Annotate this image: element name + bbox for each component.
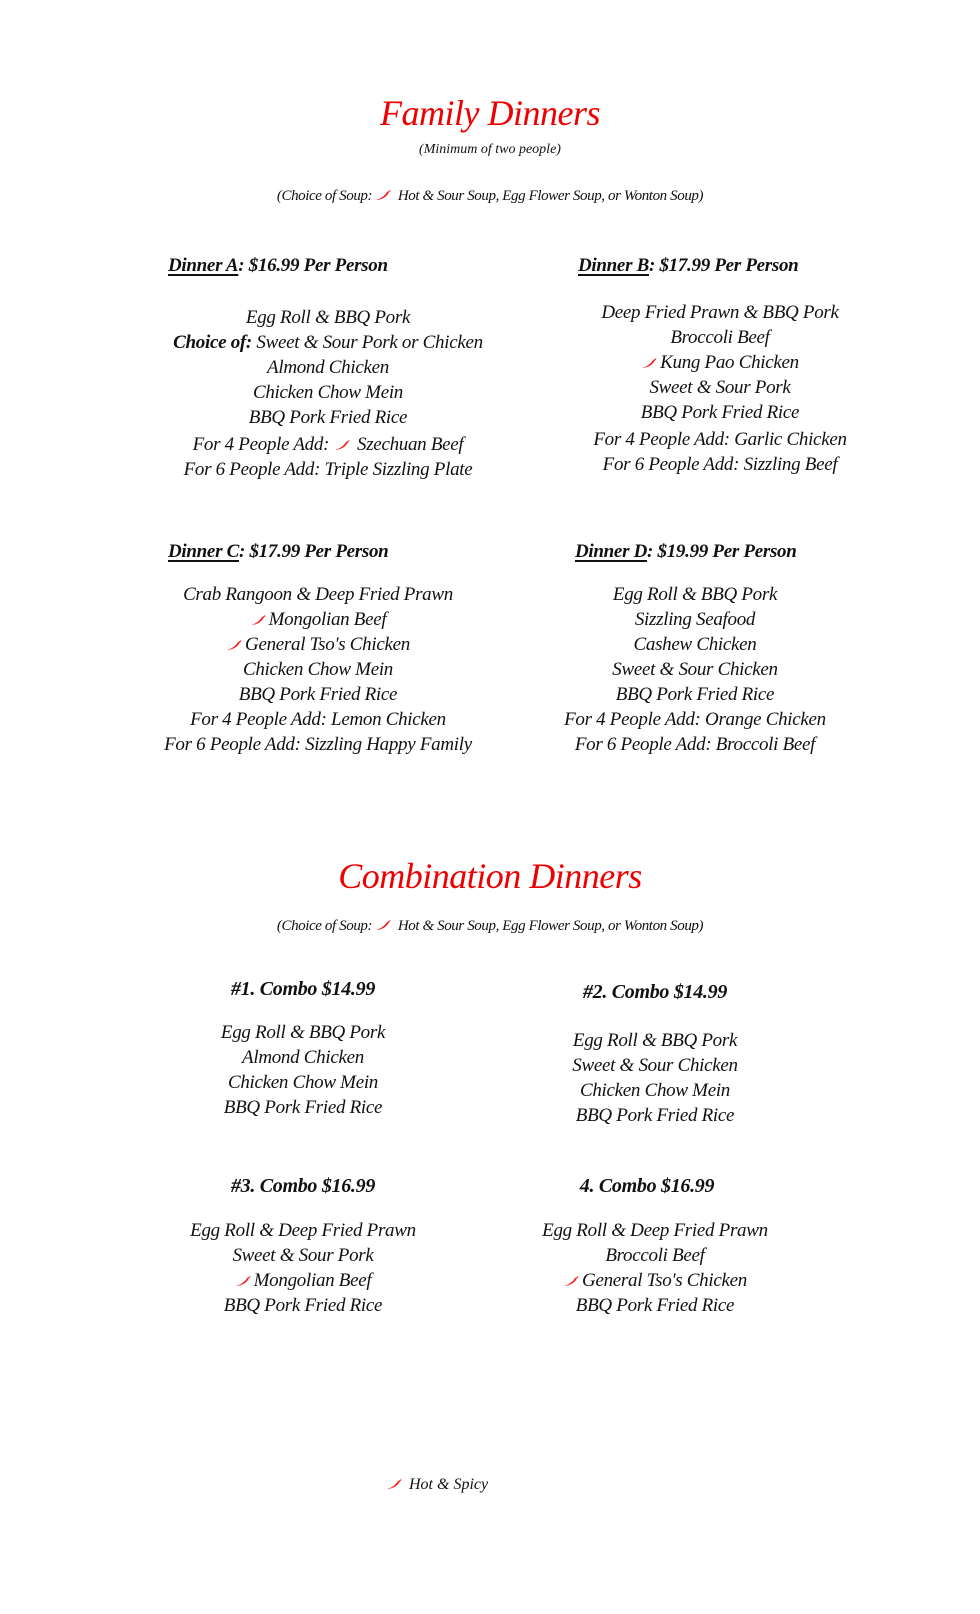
dinner-d-items (530, 582, 860, 757)
menu-item: General Tso's Chicken (148, 632, 488, 657)
dinner-price: : $19.99 Per Person (647, 541, 797, 562)
menu-item: Sizzling Seafood (634, 609, 756, 630)
dinner-d-heading (575, 541, 797, 563)
menu-item: For 6 People Add: Triple Sizzling Plate (183, 459, 473, 480)
dinner-a-items (168, 305, 488, 482)
chili-pepper-icon (226, 639, 242, 651)
menu-item: Egg Roll & BBQ Pork (612, 584, 778, 605)
soup-prefix: (Choice of Soup: (276, 918, 373, 934)
menu-item: Sweet & Sour Pork (232, 1245, 374, 1266)
menu-item: BBQ Pork Fried Rice (238, 684, 398, 705)
chili-pepper-icon (250, 614, 266, 626)
menu-item: Sweet & Sour Pork (649, 377, 791, 398)
combo-3-heading: #3. Combo $16.99 (230, 1175, 376, 1197)
soup-options: Hot & Sour Soup, Egg Flower Soup, or Wonton Soup) (397, 918, 704, 934)
menu-item: BBQ Pork Fried Rice (640, 402, 800, 423)
combo-1-items (148, 1020, 458, 1120)
dinner-price: : $16.99 Per Person (238, 255, 388, 276)
chili-pepper-icon (375, 919, 391, 931)
menu-item: Choice of: Sweet & Sour Pork or Chicken (173, 332, 483, 353)
menu-item: For 4 People Add: Lemon Chicken (190, 709, 446, 730)
combination-dinners-title: Combination Dinners (338, 856, 642, 896)
dinner-label: Dinner D (575, 541, 648, 562)
menu-item: Sweet & Sour Chicken (612, 659, 778, 680)
menu-item: For 6 People Add: Sizzling Beef (602, 454, 838, 475)
family-soup-choice (0, 188, 980, 205)
legend-label: Hot & Spicy (409, 1476, 489, 1493)
chili-pepper-icon (386, 1478, 402, 1490)
spicy-legend (386, 1476, 488, 1494)
menu-item: Broccoli Beef (605, 1245, 705, 1266)
dinner-a-heading (168, 255, 388, 277)
menu-item: Crab Rangoon & Deep Fried Prawn (183, 584, 453, 605)
dinner-label: Dinner A (168, 255, 239, 276)
soup-options: Hot & Sour Soup, Egg Flower Soup, or Wonton Soup) (397, 188, 704, 204)
dinner-c-items (148, 582, 488, 757)
menu-item: Mongolian Beef (148, 607, 488, 632)
family-dinners-subtitle: (Minimum of two people) (419, 142, 561, 157)
menu-item: Egg Roll & BBQ Pork (245, 307, 411, 328)
menu-item: Chicken Chow Mein (579, 1080, 731, 1101)
dinner-label: Dinner C (168, 541, 239, 562)
soup-prefix: (Choice of Soup: (276, 188, 373, 204)
dinner-b-items (560, 300, 880, 477)
choice-of-label: Choice of: (173, 332, 252, 353)
combo-4-items (500, 1218, 810, 1318)
menu-item: Egg Roll & BBQ Pork (220, 1022, 386, 1043)
menu-item: Kung Pao Chicken (560, 350, 880, 375)
combo-4-heading: 4. Combo $16.99 (579, 1175, 715, 1197)
family-dinners-title: Family Dinners (380, 93, 600, 133)
menu-item: For 6 People Add: Broccoli Beef (574, 734, 816, 755)
menu-item: Chicken Chow Mein (252, 382, 404, 403)
menu-item: Egg Roll & Deep Fried Prawn (542, 1220, 768, 1241)
menu-item: Broccoli Beef (670, 327, 770, 348)
menu-item: Almond Chicken (242, 1047, 364, 1068)
combination-soup-choice (0, 918, 980, 935)
chili-pepper-icon (563, 1275, 579, 1287)
dinner-label: Dinner B (578, 255, 649, 276)
combo-2-heading: #2. Combo $14.99 (582, 981, 728, 1003)
menu-item: Mongolian Beef (148, 1268, 458, 1293)
menu-item: Egg Roll & Deep Fried Prawn (190, 1220, 416, 1241)
menu-item: Chicken Chow Mein (242, 659, 394, 680)
combo-3-items (148, 1218, 458, 1318)
menu-item: BBQ Pork Fried Rice (575, 1105, 735, 1126)
menu-item: BBQ Pork Fried Rice (575, 1295, 735, 1316)
menu-item: General Tso's Chicken (500, 1268, 810, 1293)
menu-item: BBQ Pork Fried Rice (223, 1097, 383, 1118)
menu-item: Deep Fried Prawn & BBQ Pork (601, 302, 839, 323)
menu-item: For 4 People Add: Szechuan Beef (192, 434, 464, 455)
dinner-price: : $17.99 Per Person (238, 541, 389, 562)
combo-2-items (500, 1028, 810, 1128)
menu-item: Sweet & Sour Chicken (572, 1055, 738, 1076)
menu-item: BBQ Pork Fried Rice (223, 1295, 383, 1316)
chili-pepper-icon (235, 1275, 251, 1287)
menu-item: Chicken Chow Mein (227, 1072, 379, 1093)
chili-pepper-icon (375, 189, 391, 201)
chili-pepper-icon (334, 439, 350, 451)
menu-item: Egg Roll & BBQ Pork (572, 1030, 738, 1051)
menu-item: Cashew Chicken (633, 634, 757, 655)
menu-item: For 4 People Add: Garlic Chicken (593, 429, 847, 450)
menu-item: Almond Chicken (267, 357, 389, 378)
chili-pepper-icon (641, 357, 657, 369)
combo-1-heading: #1. Combo $14.99 (230, 978, 376, 1000)
menu-item: BBQ Pork Fried Rice (248, 407, 408, 428)
menu-item: BBQ Pork Fried Rice (615, 684, 775, 705)
menu-item: For 4 People Add: Orange Chicken (564, 709, 826, 730)
dinner-c-heading (168, 541, 388, 563)
dinner-b-heading (578, 255, 798, 277)
dinner-price: : $17.99 Per Person (648, 255, 799, 276)
menu-item: For 6 People Add: Sizzling Happy Family (164, 734, 472, 755)
